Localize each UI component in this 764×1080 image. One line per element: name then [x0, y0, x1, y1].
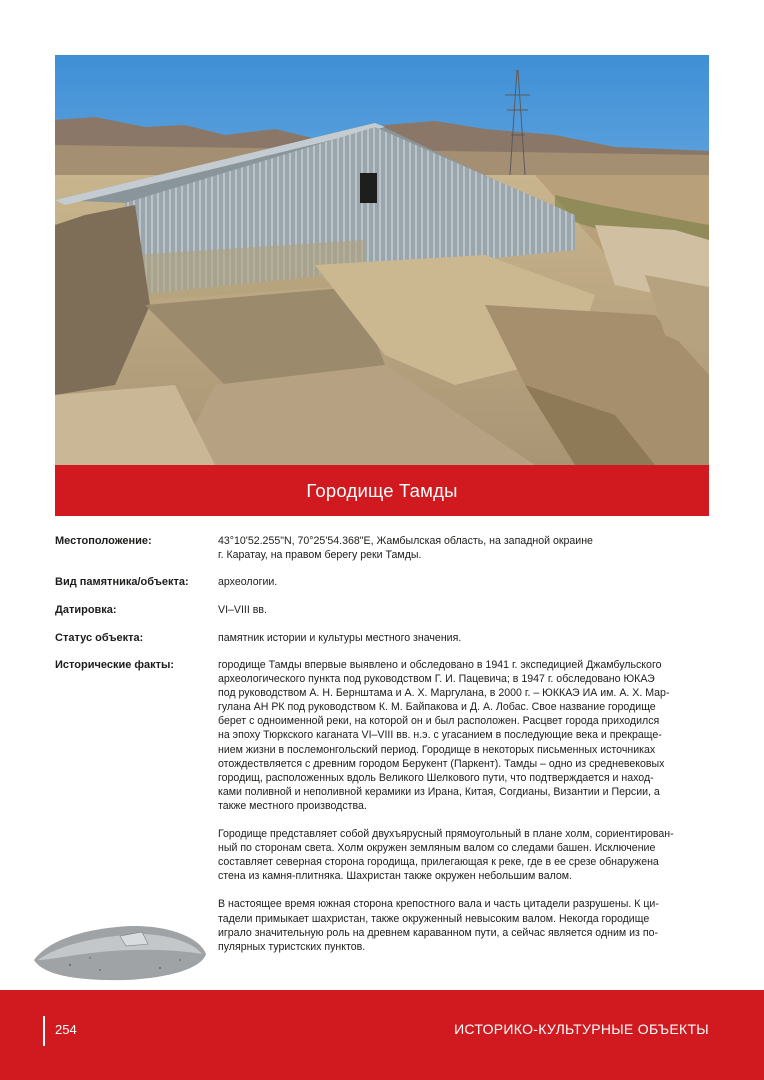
page-title: Городище Тамды: [306, 479, 458, 501]
value-line: пулярных туристских пунктов.: [218, 940, 366, 953]
footer-divider: [43, 1016, 45, 1046]
value-line: памятник истории и культуры местного значения.: [218, 632, 462, 644]
site-photo: [55, 55, 709, 465]
field-label: Вид памятника/объекта:: [55, 576, 189, 588]
value-line: играло значительную роль на древнем караванном пути, а сейчас является одним из по-: [218, 926, 658, 939]
value-line: составляет северная сторона городища, прилегающая к реке, где в ее срезе обнаружена: [218, 856, 659, 869]
page-number: 254: [55, 1022, 77, 1037]
title-banner: [55, 465, 709, 516]
history-paragraph: [218, 658, 710, 813]
field-label: Датировка:: [55, 604, 117, 616]
section-title: ИСТОРИКО-КУЛЬТУРНЫЕ ОБЪЕКТЫ: [454, 1021, 709, 1037]
value-line: В настоящее время южная сторона крепостного вала и часть цитадели разрушены. К ци-: [218, 898, 659, 911]
value-line: ками поливной и неполивной керамики из Ирана, Китая, Согдианы, Византии и Персии, а: [218, 785, 660, 798]
value-line: г. Каратау, на правом берегу реки Тамды.: [218, 549, 422, 562]
value-line: отождествляется с древним городом Берукент (Паркент). Тамды – одно из средневековых: [218, 757, 665, 770]
field-label: Местоположение:: [55, 535, 152, 547]
field-label: Статус объекта:: [55, 632, 144, 644]
value-line: на эпоху Тюркского каганата VI–VIII вв. н.э. с угасанием в последующие века и прекраще-: [218, 729, 662, 742]
field-value: [218, 603, 267, 617]
value-line: берет с одноименной реки, на которой он и был расположен. Расцвет города приходился: [218, 715, 660, 728]
value-line: тадели примыкает шахристан, также окруженный невысоким валом. Некогда городище: [218, 912, 650, 925]
history-paragraph: [218, 827, 710, 883]
value-line: Городище представляет собой двухъярусный прямоугольный в плане холм, сориентирован-: [218, 828, 674, 841]
field-value: [218, 534, 593, 562]
history-paragraph: [218, 897, 710, 953]
value-line: археологического пункта под руководством Г. И. Пацевича; в 1947 г. обследовано ЮКАЭ: [218, 673, 655, 686]
field-value: [218, 631, 461, 645]
value-line: также местного производства.: [218, 799, 367, 812]
value-line: 43°10'52.255"N, 70°25'54.368"E, Жамбылская область, на западной окраине: [218, 535, 593, 547]
field-value: [218, 575, 277, 589]
value-line: городище Тамды впервые выявлено и обследовано в 1941 г. экспедицией Джамбульского: [218, 659, 662, 671]
value-line: нием жизни в послемонгольский период. Городище в некоторых письменных источниках: [218, 743, 656, 756]
value-line: городищ, расположенных вдоль Великого Шелкового пути, что подтверждается и наход-: [218, 771, 654, 784]
value-line: археологии.: [218, 576, 278, 588]
field-value: [218, 658, 710, 954]
value-line: VI–VIII вв.: [218, 604, 267, 616]
value-line: ный по сторонам света. Холм окружен земляным валом со следами башен. Исключение: [218, 842, 656, 855]
value-line: под руководством А. Н. Бернштама и А. Х. Маргулана, в 2000 г. – ЮККАЭ ИА им. А. Х. Мар-: [218, 687, 670, 700]
value-line: стена из камня-плитняка. Шахристан также окружен небольшим валом.: [218, 870, 573, 883]
value-line: гулана АН РК под руководством К. М. Байпакова и Д. А. Лобас. Свое название городище: [218, 701, 656, 714]
stone-illustration: [30, 910, 210, 985]
page-footer: [0, 990, 764, 1080]
field-label: Исторические факты:: [55, 659, 175, 671]
